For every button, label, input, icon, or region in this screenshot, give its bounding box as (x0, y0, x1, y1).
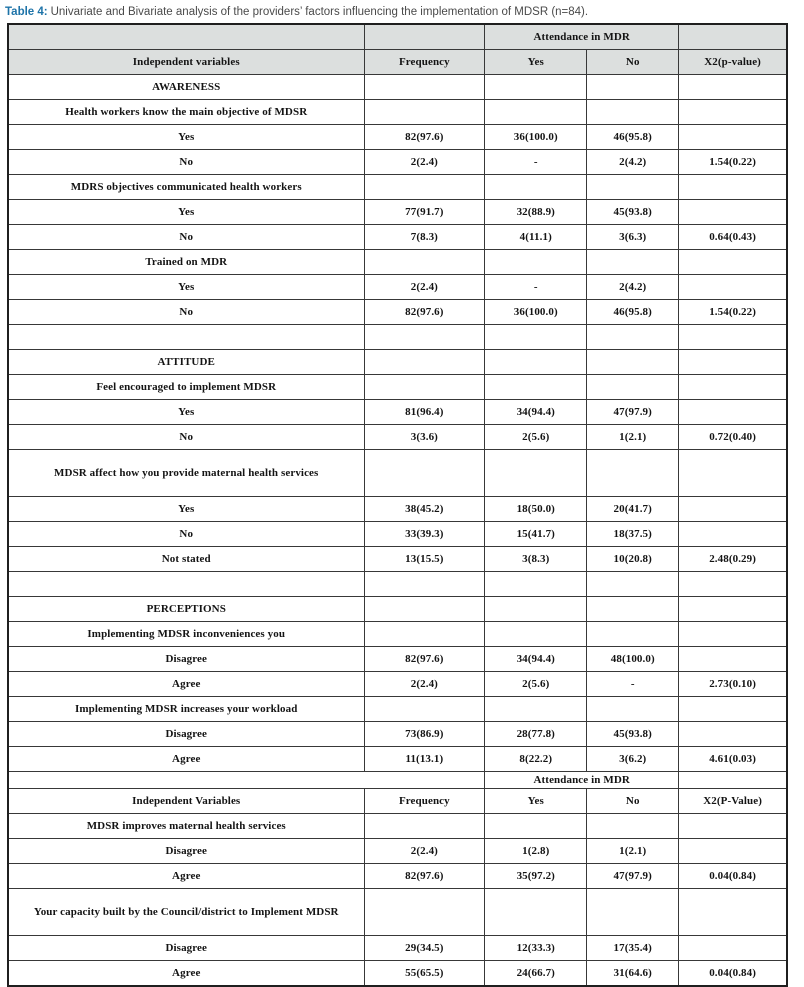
data-row (8, 200, 787, 225)
cell (679, 572, 787, 597)
header-row-attendance (8, 24, 787, 50)
cell: 34(94.4) (485, 400, 587, 425)
cell: Yes (8, 400, 364, 425)
col-header-frequency: Frequency (364, 789, 485, 814)
cell: 77(91.7) (364, 200, 485, 225)
variable-row (8, 100, 787, 125)
col-header-independent-variables: Independent Variables (8, 789, 364, 814)
cell: No (8, 522, 364, 547)
cell: 82(97.6) (364, 125, 485, 150)
cell (587, 622, 679, 647)
cell (679, 936, 787, 961)
cell: 82(97.6) (364, 300, 485, 325)
cell (679, 889, 787, 936)
cell: Disagree (8, 722, 364, 747)
cell: 46(95.8) (587, 300, 679, 325)
variable-row (8, 814, 787, 839)
attendance-in-mdr-header: Attendance in MDR (485, 772, 679, 789)
cell: 2(2.4) (364, 275, 485, 300)
cell (485, 450, 587, 497)
cell (679, 697, 787, 722)
cell (485, 100, 587, 125)
cell: 45(93.8) (587, 200, 679, 225)
attendance-in-mdr-header: Attendance in MDR (485, 24, 679, 50)
variable-row (8, 622, 787, 647)
cell: Agree (8, 961, 364, 987)
variable-row (8, 450, 787, 497)
variable-label: Feel encouraged to implement MDSR (8, 375, 364, 400)
cell: Yes (8, 200, 364, 225)
cell (587, 697, 679, 722)
cell (679, 522, 787, 547)
col-header-frequency: Frequency (364, 50, 485, 75)
cell: 24(66.7) (485, 961, 587, 987)
cell: 7(8.3) (364, 225, 485, 250)
cell (364, 622, 485, 647)
cell: 18(50.0) (485, 497, 587, 522)
cell: 82(97.6) (364, 864, 485, 889)
cell: - (485, 150, 587, 175)
col-header-yes: Yes (485, 50, 587, 75)
data-row (8, 839, 787, 864)
cell (679, 597, 787, 622)
cell (679, 722, 787, 747)
table-caption-label: Table 4: (5, 6, 48, 18)
cell (8, 572, 364, 597)
cell: 11(13.1) (364, 747, 485, 772)
cell (364, 375, 485, 400)
cell (364, 597, 485, 622)
section-row-awareness (8, 75, 787, 100)
cell: 10(20.8) (587, 547, 679, 572)
data-row (8, 425, 787, 450)
data-row (8, 961, 787, 987)
cell: 17(35.4) (587, 936, 679, 961)
data-row (8, 225, 787, 250)
cell: Yes (8, 275, 364, 300)
variable-label: Health workers know the main objective of MDSR (8, 100, 364, 125)
empty-row (8, 325, 787, 350)
cell: 81(96.4) (364, 400, 485, 425)
mdsr-analysis-table (7, 23, 788, 987)
data-row (8, 647, 787, 672)
cell: 47(97.9) (587, 400, 679, 425)
table-caption (0, 0, 804, 23)
col-header-yes: Yes (485, 789, 587, 814)
cell (364, 572, 485, 597)
cell: 2(2.4) (364, 672, 485, 697)
cell (679, 24, 787, 50)
cell: 18(37.5) (587, 522, 679, 547)
cell (485, 75, 587, 100)
cell: Yes (8, 497, 364, 522)
cell: 31(64.6) (587, 961, 679, 987)
variable-row (8, 175, 787, 200)
cell: 73(86.9) (364, 722, 485, 747)
cell (587, 375, 679, 400)
data-row (8, 722, 787, 747)
cell (364, 24, 485, 50)
cell (485, 325, 587, 350)
cell (587, 450, 679, 497)
cell: 1.54(0.22) (679, 150, 787, 175)
cell: Disagree (8, 839, 364, 864)
cell (679, 647, 787, 672)
cell (679, 125, 787, 150)
cell: 28(77.8) (485, 722, 587, 747)
cell: 0.72(0.40) (679, 425, 787, 450)
section-label: ATTITUDE (8, 350, 364, 375)
cell (587, 250, 679, 275)
variable-label: Implementing MDSR inconveniences you (8, 622, 364, 647)
col-header-no: No (587, 789, 679, 814)
cell: 1(2.8) (485, 839, 587, 864)
cell (8, 772, 485, 789)
col-header-x2-p-value: X2(p-value) (679, 50, 787, 75)
cell (364, 450, 485, 497)
cell (679, 814, 787, 839)
section-label: PERCEPTIONS (8, 597, 364, 622)
cell: 82(97.6) (364, 647, 485, 672)
cell: 2(4.2) (587, 275, 679, 300)
cell: 47(97.9) (587, 864, 679, 889)
cell: 3(3.6) (364, 425, 485, 450)
cell (485, 622, 587, 647)
cell (587, 814, 679, 839)
cell: 48(100.0) (587, 647, 679, 672)
data-row (8, 125, 787, 150)
variable-row (8, 889, 787, 936)
data-row (8, 300, 787, 325)
cell: 0.04(0.84) (679, 961, 787, 987)
cell: 2.48(0.29) (679, 547, 787, 572)
cell (587, 889, 679, 936)
empty-row (8, 572, 787, 597)
data-row (8, 747, 787, 772)
cell (679, 275, 787, 300)
cell: No (8, 150, 364, 175)
cell (587, 75, 679, 100)
cell: No (8, 425, 364, 450)
cell: 2.73(0.10) (679, 672, 787, 697)
data-row (8, 672, 787, 697)
cell: No (8, 300, 364, 325)
cell (364, 250, 485, 275)
cell: 1(2.1) (587, 839, 679, 864)
cell (485, 889, 587, 936)
cell (485, 697, 587, 722)
table-caption-text: Univariate and Bivariate analysis of the providers’ factors influencing the implementation of MDSR (n=84). (50, 6, 589, 18)
cell: Agree (8, 672, 364, 697)
cell (8, 24, 364, 50)
cell: Agree (8, 864, 364, 889)
cell (485, 597, 587, 622)
variable-row (8, 250, 787, 275)
cell: 0.04(0.84) (679, 864, 787, 889)
cell: Yes (8, 125, 364, 150)
cell: 13(15.5) (364, 547, 485, 572)
cell: 33(39.3) (364, 522, 485, 547)
cell (485, 175, 587, 200)
cell (679, 325, 787, 350)
cell: 45(93.8) (587, 722, 679, 747)
data-row (8, 936, 787, 961)
cell: 2(4.2) (587, 150, 679, 175)
cell: 20(41.7) (587, 497, 679, 522)
cell: Disagree (8, 936, 364, 961)
cell: 46(95.8) (587, 125, 679, 150)
mid-header-row-attendance (8, 772, 787, 789)
cell (364, 889, 485, 936)
cell: 0.64(0.43) (679, 225, 787, 250)
cell: 1.54(0.22) (679, 300, 787, 325)
cell (679, 450, 787, 497)
cell: Not stated (8, 547, 364, 572)
cell (679, 250, 787, 275)
cell (364, 75, 485, 100)
section-row-attitude (8, 350, 787, 375)
cell: Disagree (8, 647, 364, 672)
cell (587, 175, 679, 200)
cell (364, 697, 485, 722)
variable-label: MDRS objectives communicated health workers (8, 175, 364, 200)
cell: 32(88.9) (485, 200, 587, 225)
cell: 3(6.2) (587, 747, 679, 772)
cell: 2(5.6) (485, 425, 587, 450)
cell: Agree (8, 747, 364, 772)
data-row (8, 275, 787, 300)
cell: 3(8.3) (485, 547, 587, 572)
cell (364, 175, 485, 200)
cell: 8(22.2) (485, 747, 587, 772)
cell (364, 100, 485, 125)
cell (679, 772, 787, 789)
cell (679, 839, 787, 864)
cell (679, 100, 787, 125)
data-row (8, 522, 787, 547)
variable-label: Your capacity built by the Council/district to Implement MDSR (8, 889, 364, 936)
data-row (8, 150, 787, 175)
cell: 4.61(0.03) (679, 747, 787, 772)
cell: No (8, 225, 364, 250)
header-row-columns (8, 50, 787, 75)
cell (679, 497, 787, 522)
cell (364, 350, 485, 375)
cell: 12(33.3) (485, 936, 587, 961)
table-body (8, 24, 787, 986)
cell (679, 400, 787, 425)
cell: 38(45.2) (364, 497, 485, 522)
cell (8, 325, 364, 350)
cell: 29(34.5) (364, 936, 485, 961)
col-header-independent-variables: Independent variables (8, 50, 364, 75)
col-header-x2-p-value: X2(P-Value) (679, 789, 787, 814)
cell: 36(100.0) (485, 125, 587, 150)
cell: - (587, 672, 679, 697)
variable-label: MDSR improves maternal health services (8, 814, 364, 839)
cell (679, 200, 787, 225)
cell: 55(65.5) (364, 961, 485, 987)
cell (485, 572, 587, 597)
mid-header-row-columns (8, 789, 787, 814)
cell: 2(2.4) (364, 839, 485, 864)
data-row (8, 497, 787, 522)
col-header-no: No (587, 50, 679, 75)
cell: 2(2.4) (364, 150, 485, 175)
section-row-perceptions (8, 597, 787, 622)
cell: 2(5.6) (485, 672, 587, 697)
cell (485, 375, 587, 400)
cell: 1(2.1) (587, 425, 679, 450)
variable-row (8, 375, 787, 400)
cell (364, 325, 485, 350)
variable-label: MDSR affect how you provide maternal health services (8, 450, 364, 497)
cell (679, 75, 787, 100)
cell: 35(97.2) (485, 864, 587, 889)
cell: 34(94.4) (485, 647, 587, 672)
data-row (8, 400, 787, 425)
cell (587, 572, 679, 597)
cell (679, 350, 787, 375)
cell (679, 175, 787, 200)
cell (587, 350, 679, 375)
variable-label: Implementing MDSR increases your workload (8, 697, 364, 722)
cell (485, 814, 587, 839)
cell (485, 250, 587, 275)
data-row (8, 547, 787, 572)
cell: 15(41.7) (485, 522, 587, 547)
cell: 3(6.3) (587, 225, 679, 250)
cell (364, 814, 485, 839)
cell (587, 597, 679, 622)
cell (587, 325, 679, 350)
variable-label: Trained on MDR (8, 250, 364, 275)
cell (485, 350, 587, 375)
variable-row (8, 697, 787, 722)
cell: 36(100.0) (485, 300, 587, 325)
cell (587, 100, 679, 125)
cell (679, 375, 787, 400)
cell: - (485, 275, 587, 300)
cell (679, 622, 787, 647)
cell: 4(11.1) (485, 225, 587, 250)
data-row (8, 864, 787, 889)
section-label: AWARENESS (8, 75, 364, 100)
